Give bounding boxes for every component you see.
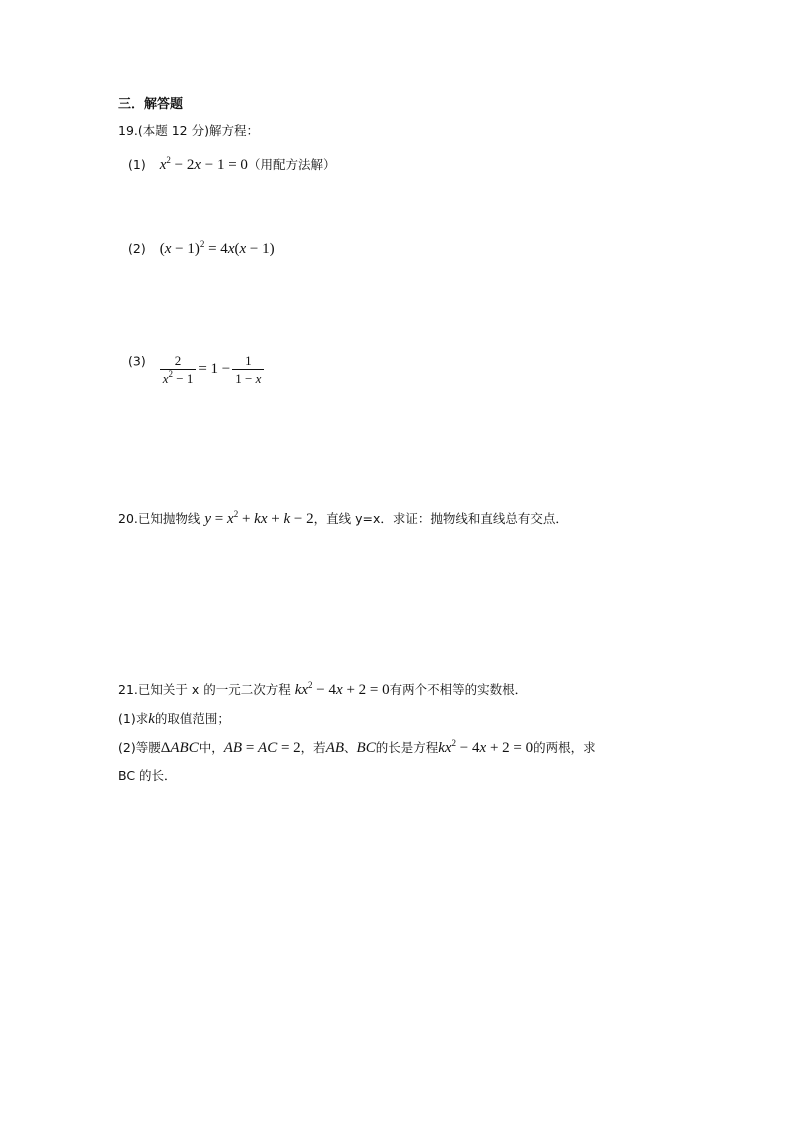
side-equality: AB = AC = 2: [223, 740, 301, 756]
part-label: (1): [128, 157, 146, 172]
part-2-text-1: 中，: [198, 740, 224, 755]
side-ab: AB: [325, 740, 345, 756]
part-2-text-4: 的长是方程: [375, 740, 439, 755]
fraction-left: $\frac{2}{x^2 - 1}$: [160, 354, 197, 385]
question-20-lead: 20.已知抛物线: [118, 511, 201, 526]
equation-1: $x^2 - 2x - 1 = 0$: [159, 155, 248, 173]
part-1-lead: (1)求: [118, 711, 149, 726]
question-20: [118, 509, 568, 527]
question-19-part-2: [128, 239, 275, 257]
fraction-right: $\frac{1}{1 - x}$: [232, 354, 264, 385]
equation-2: $(x - 1)^2 = 4x(x - 1)$: [159, 239, 275, 257]
part-2-lead: (2)等腰: [118, 740, 161, 755]
part-label: (2): [128, 241, 146, 256]
part-label: (3): [128, 353, 146, 369]
part-1-tail: 的取值范围；: [154, 711, 230, 726]
method-note: （用配方法解）: [247, 157, 336, 172]
question-19-part-1: [128, 155, 336, 173]
part-2-text-5: 的两根，求: [533, 740, 596, 755]
quadratic-equation: $kx^2 - 4x + 2 = 0$: [294, 680, 390, 698]
question-21-tail: 有两个不相等的实数根．: [389, 682, 528, 697]
question-21-lead: 21.已知关于 x 的一元二次方程: [118, 682, 291, 697]
part-2-text-3: 、: [344, 740, 357, 755]
parabola-equation: $y = x^2$ + kx + k − 2: [204, 509, 314, 527]
question-20-text: ，直线 y=x．求证：抛物线和直线总有交点．: [313, 511, 568, 526]
side-bc: BC: [356, 740, 376, 756]
equation-3: $\frac{2}{x^2 - 1}$ = 1 − $\frac{1}{1 - x}$: [160, 354, 265, 385]
part-2-text-2: ，若: [300, 740, 326, 755]
question-19-part-3: [128, 354, 264, 385]
question-21-part-2: [118, 738, 596, 756]
question-19-header: 19.(本题 12 分)解方程：: [118, 123, 259, 138]
question-21: [118, 680, 528, 698]
triangle-abc: ΔABC: [160, 740, 199, 756]
section-title: 三．解答题: [118, 97, 184, 112]
quadratic-equation-repeat: $kx^2 - 4x + 2 = 0$: [438, 738, 534, 756]
question-21-part-1: [118, 712, 230, 727]
question-21-part-2-line-2: BC 的长．: [118, 768, 177, 783]
variable-k: k: [148, 711, 155, 727]
